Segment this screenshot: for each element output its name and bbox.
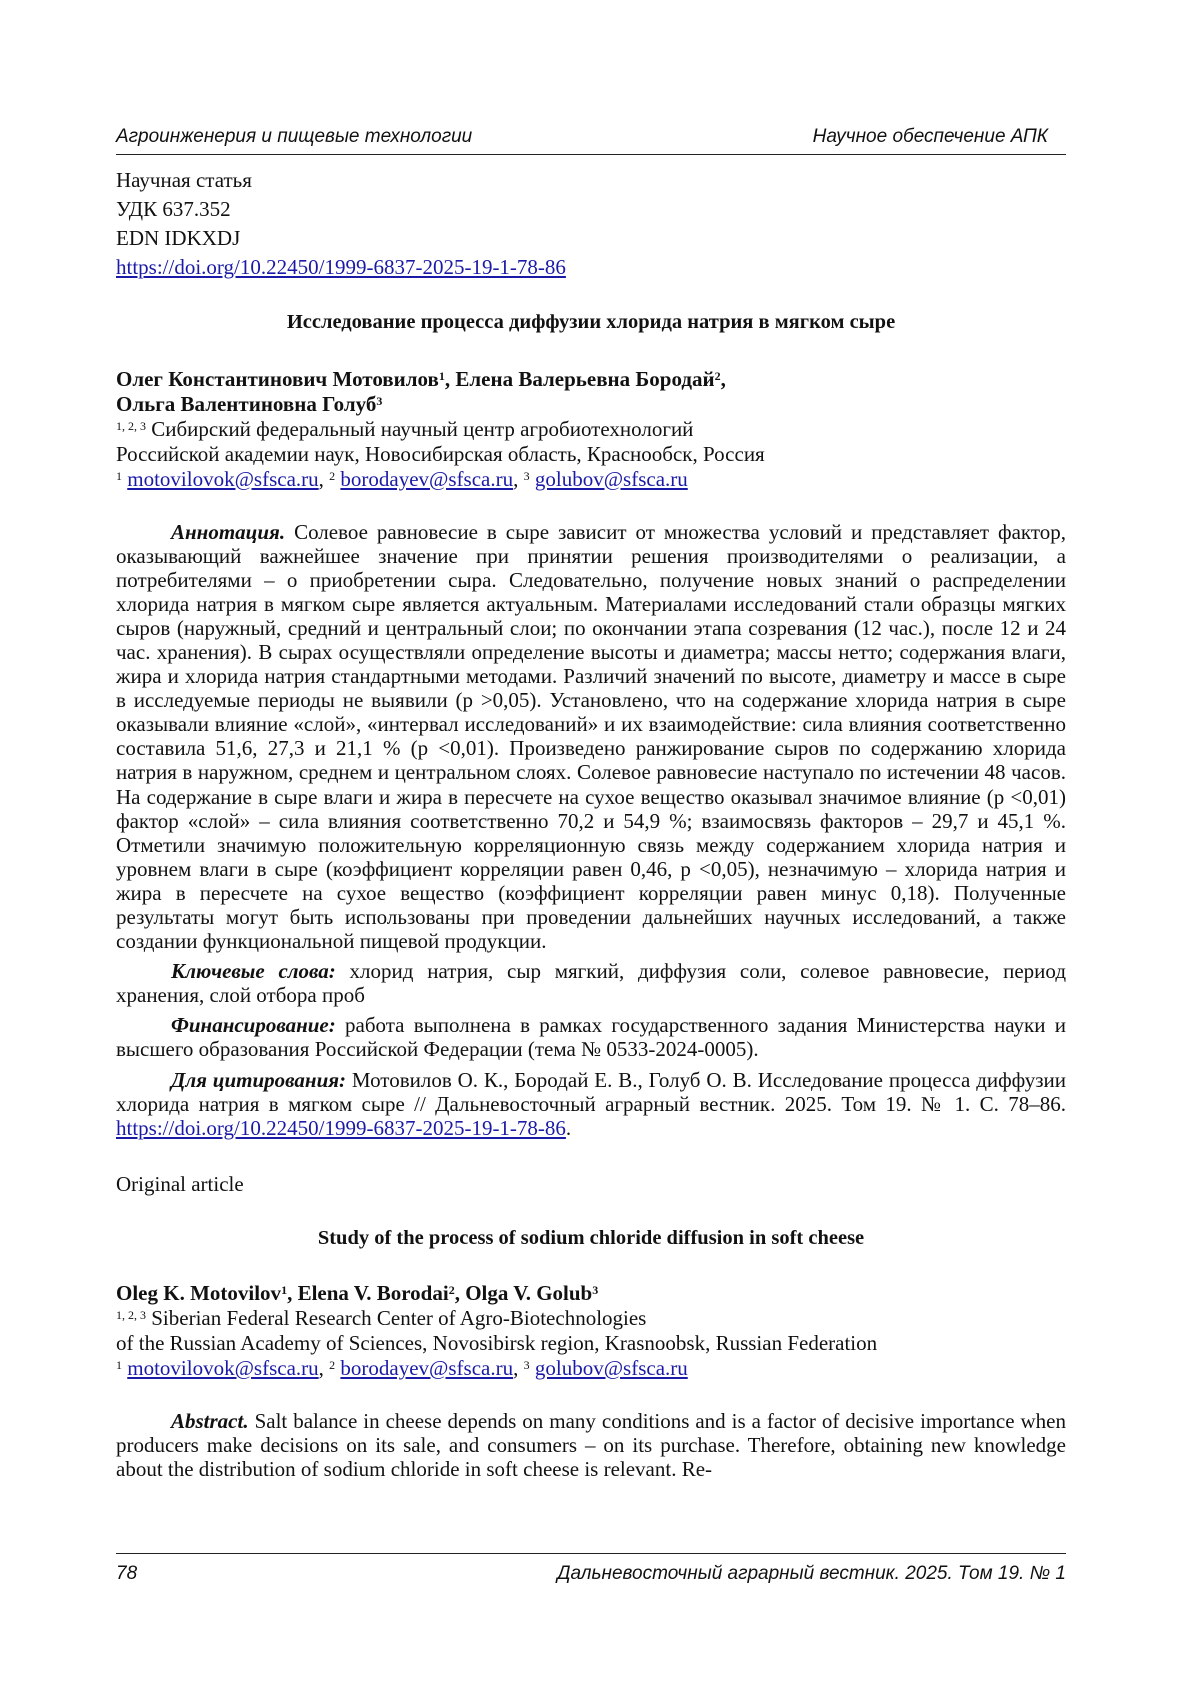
running-header (116, 124, 1066, 155)
email-3-en[interactable]: golubov@sfsca.ru (534, 1355, 688, 1380)
udc-code: УДК 637.352 (116, 197, 231, 221)
abstract-label-en: Abstract. (171, 1408, 249, 1433)
author-2-en: Elena V. Borodai (297, 1280, 449, 1305)
author-3-en: Olga V. Golub (465, 1280, 593, 1305)
authors-ru: Олег Константинович Мотовилов$^1$, Елена Валерьевна Бородай$^2$, Ольга Валентиновна Голуб$^3$ (116, 366, 726, 416)
running-footer (116, 1553, 1066, 1594)
abstract-ru: Аннотация. Солевое равновесие в сыре зависит от множества условий и представляет фактор, оказывающий важнейшее значение при принятии решения производителями о реализации, а потребителями – о приобретении сыра. Следовательно, получение новых знаний о распределении хлорида натрия в мягком сыре является актуальным. Материалами исследований стали образцы мягких сыров (наружный, средний и центральный слои; по окончании этапа созревания (12 час.), после 12 и 24 час. хранения). В сырах осуществляли определение высоты и диаметра; массы нетто; содержания влаги, жира и хлорида натрия стандартными методами. Различий значений по высоте, диаметру и массе в сыре в исследуемые периоды не выявили (p >0,05). Установлено, что на содержание хлорида натрия в сыре оказывали влияние «слой», «интервал исследований» и их взаимодействие: сила влияния соответственно составила 51,6, 27,3 и 21,1 % (p <0,01). Произведено ранжирование сыров по содержанию хлорида натрия в наружном, среднем и центральном слоях. Солевое равновесие наступало по истечении 48 часов. На содержание в сыре влаги и жира в пересчете на сухое вещество оказывал значимое влияние (p <0,01) фактор «слой» – сила влияния соответственно 70,2 и 54,9 %; взаимосвязь факторов – 29,7 и 45,1 %. Отметили значимую положительную корреляционную связь между содержанием хлорида натрия и уровнем влаги в сыре (коэффициент корреляции равен 0,46, p <0,05), незначимую – хлорида натрия и жира в пересчете на сухое вещество (коэффициент корреляции равен минус 0,18). Полученные результаты могут быть использованы при проведении дальнейших научных исследований, а также создании функциональной пищевой продукции. (116, 519, 1067, 954)
author-1-en: Oleg K. Motovilov (116, 1280, 282, 1305)
email-2[interactable]: borodayev@sfsca.ru (340, 466, 514, 491)
article-type-en: Original article (116, 1171, 244, 1196)
email-1-en[interactable]: motovilovok@sfsca.ru (127, 1355, 319, 1380)
citation-doi-link[interactable]: https://doi.org/10.22450/1999-6837-2025-19-1-78-86 (116, 1115, 566, 1140)
keywords-ru: Ключевые слова: хлорид натрия, сыр мягкий, диффузия соли, солевое равновесие, период хранения, слой отбора проб (116, 959, 1066, 1008)
affiliation-ru: $^{1, 2, 3}$ Сибирский федеральный научный центр агробиотехнологий Российской академии наук, Новосибирская область, Краснообск, Россия $^1$ motovilovok@sfsca.ru, $^2$ borodayev@sfsca.ru, $^3$ golubov@sfsca.ru (116, 416, 765, 491)
citation-ru: Для цитирования: Мотовилов О. К., Бородай Е. В., Голуб О. В. Исследование процесса диффузии хлорида натрия в мягком сыре // Дальневосточный аграрный вестник. 2025. Том 19. № 1. С. 78–86. https://doi.org/10.22450/1999-6837-2025-19-1-78-86. (116, 1067, 1066, 1140)
doi-link[interactable]: https://doi.org/10.22450/1999-6837-2025-19-1-78-86 (116, 255, 566, 279)
affiliation-en: $^{1, 2, 3}$ Siberian Federal Research Center of Agro-Biotechnologies of the Russian Academy of Sciences, Novosibirsk region, Krasnoobsk, Russian Federation $^1$ motovilovok@sfsca.ru, $^2$ borodayev@sfsca.ru, $^3$ golubov@sfsca.ru (116, 1305, 878, 1380)
article-body (116, 166, 1066, 1481)
article-title-ru: Исследование процесса диффузии хлорида натрия в мягком сыре (286, 311, 896, 333)
article-title-en: Study of the process of sodium chloride diffusion in soft cheese (317, 1227, 865, 1250)
edn-code: EDN IDKXDJ (116, 226, 241, 250)
author-2-ru: Елена Валерьевна Бородай (455, 366, 715, 391)
author-1-ru: Олег Константинович Мотовилов (116, 366, 439, 391)
article-meta (116, 166, 1066, 282)
page-number: 78 (116, 1563, 138, 1584)
email-1[interactable]: motovilovok@sfsca.ru (127, 466, 319, 491)
abstract-label-ru: Аннотация. (171, 519, 286, 544)
header-rubric: Научное обеспечение АПК (812, 126, 1048, 147)
article-type: Научная статья (116, 168, 252, 192)
journal-issue: Дальневосточный аграрный вестник. 2025. Том 19. № 1 (557, 1563, 1066, 1584)
email-2-en[interactable]: borodayev@sfsca.ru (340, 1355, 514, 1380)
email-3[interactable]: golubov@sfsca.ru (534, 466, 688, 491)
header-section: Агроинженерия и пищевые технологии (116, 126, 473, 147)
author-3-ru: Ольга Валентиновна Голуб (116, 391, 377, 416)
authors-en: Oleg K. Motovilov$^1$, Elena V. Borodai$^2$, Olga V. Golub$^3$ (116, 1280, 599, 1305)
abstract-en: Abstract. Salt balance in cheese depends on many conditions and is a factor of decisive importance when producers make decisions on its sale, and consumers – on its purchase. Therefore, obtaining new knowledge about the distribution of sodium chloride in soft cheese is relevant. Re- (116, 1408, 1066, 1482)
funding-ru: Финансирование: работа выполнена в рамках государственного задания Министерства науки и высшего образования Российской Федерации (тема № 0533-2024-0005). (116, 1013, 1066, 1062)
